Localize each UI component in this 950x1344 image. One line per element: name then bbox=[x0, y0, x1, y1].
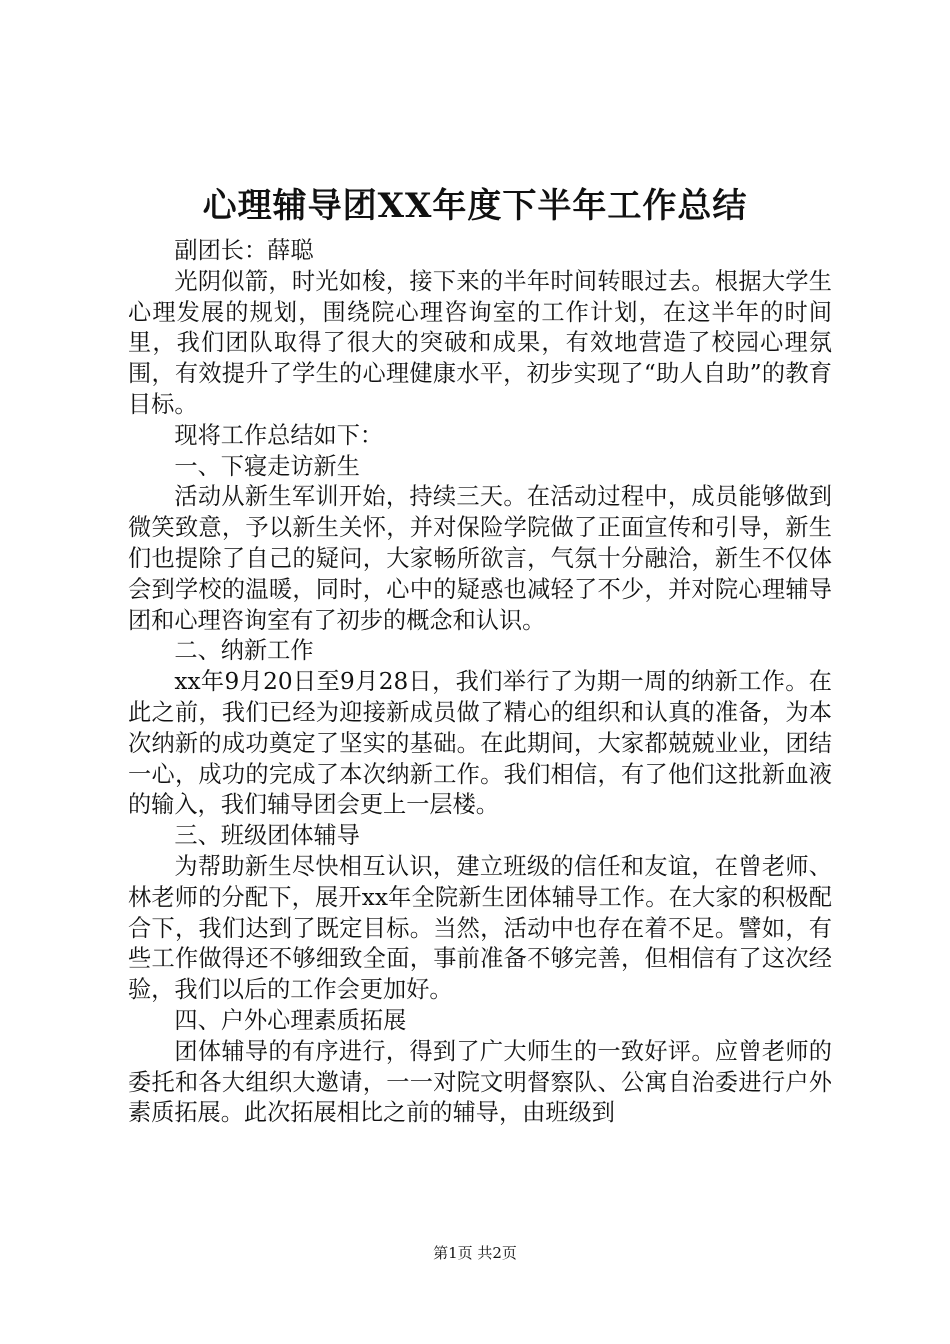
document-title: 心理辅导团XX年度下半年工作总结 bbox=[202, 186, 748, 226]
paragraph-section-3: 为帮助新生尽快相互认识，建立班级的信任和友谊，在曾老师、林老师的分配下，展开xx年全院新生团体辅导工作。在大家的积极配合下，我们达到了既定目标。当然，活动中也存在着不足。譬如，有些工作做得还不够细致全面，事前准备不够完善，但相信有了这次经验，我们以后的工作会更加好。 bbox=[128, 852, 832, 1004]
section-heading-1: 一、下寝走访新生 bbox=[174, 452, 360, 480]
author-line: 副团长：薛聪 bbox=[174, 237, 314, 264]
paragraph-section-1: 活动从新生军训开始，持续三天。在活动过程中，成员能够做到微笑致意，予以新生关怀，并对保险学院做了正面宣传和引导，新生们也提除了自己的疑问，大家畅所欲言，气氛十分融洽，新生不仅体会到学校的温暖，同时，心中的疑惑也减轻了不少，并对院心理辅导团和心理咨询室有了初步的概念和认识。 bbox=[128, 483, 832, 634]
document-body bbox=[128, 236, 832, 1129]
paragraph-section-4: 团体辅导的有序进行，得到了广大师生的一致好评。应曾老师的委托和各大组织大邀请，一一对院文明督察队、公寓自治委进行户外素质拓展。此次拓展相比之前的辅导，由班级到 bbox=[128, 1037, 832, 1127]
section-heading-2: 二、纳新工作 bbox=[174, 637, 314, 665]
section-heading-3: 三、班级团体辅导 bbox=[174, 822, 360, 850]
paragraph-summary-lead: 现将工作总结如下： bbox=[174, 421, 384, 449]
section-heading-4: 四、户外心理素质拓展 bbox=[174, 1006, 407, 1034]
paragraph-section-2: xx年9月20日至9月28日，我们举行了为期一周的纳新工作。在此之前，我们已经为迎接新成员做了精心的组织和认真的准备，为本次纳新的成功奠定了坚实的基础。在此期间，大家都兢兢业业，团结一心，成功的完成了本次纳新工作。我们相信，有了他们这批新血液的输入，我们辅导团会更上一层楼。 bbox=[128, 668, 832, 819]
paragraph-intro: 光阴似箭，时光如梭，接下来的半年时间转眼过去。根据大学生心理发展的规划，围绕院心理咨询室的工作计划，在这半年的时间里，我们团队取得了很大的突破和成果，有效地营造了校园心理氛围，有效提升了学生的心理健康水平，初步实现了“助人自助”的教育目标。 bbox=[128, 267, 832, 418]
page-footer: 第1页 共2页 bbox=[433, 1244, 517, 1262]
